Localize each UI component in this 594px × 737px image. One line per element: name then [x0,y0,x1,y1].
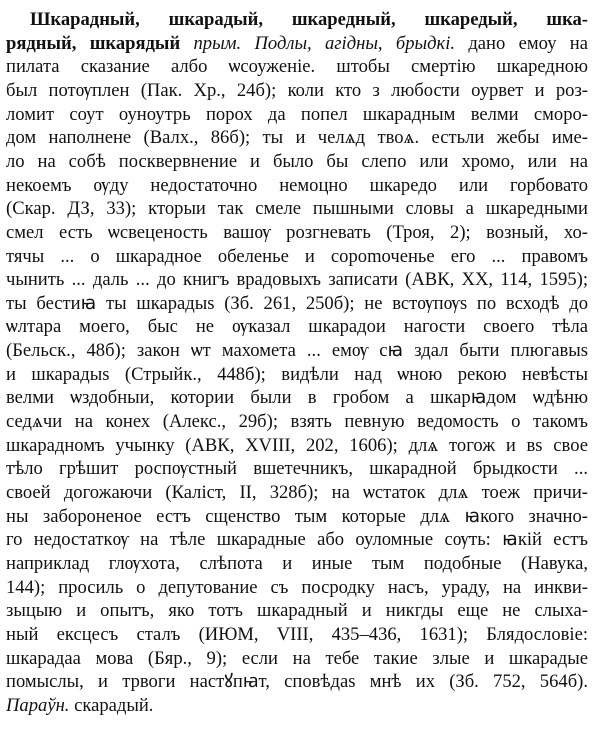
entry-text: некоемъ ѹду недостаточно немоцно шкаредо или горбовато [6,174,588,196]
entry-text: велми ѡздобныи, котории были в гробом а шкарꙗдом ѡдѣню [6,387,588,409]
entry-text: помыслы, и трвоги настꙋпꙗт, сповѣдаs мнѣ их (Зб. 752, 564б). [6,671,588,693]
entry-text: был потѹплен (Пак. Хр., 24б); коли кто з любости оурвет и роз- [6,79,588,101]
italic-text: Параўн. [6,694,70,716]
entry-text: и шкарадыs (Стрыйк., 448б); видѣли над ѡною рекою невѣсты [6,363,588,385]
entry-text: дом наполнене (Валх., 86б); ты и челѧд твоѧ. естьли жебы име- [6,127,588,149]
entry-text: чынить ... даль ... до книгъ врадовыхъ записати (АВК, XX, 114, 1595); [6,269,588,291]
italic-text: прым. Подлы, агідны, брыдкі. [180,32,456,54]
entry-text: ѡлтара моего, быс не ѹказал шкарадои нагости своего тѣла [6,316,588,338]
entry-text: своей догожаючи (Каліст, II, 328б); на ѡстаток длѧ тоеж причи- [6,482,588,503]
entry-text: го недостаткѹ на тѣле шкарадные або оуломные сѹть: ꙗкій естъ [6,529,588,551]
entry-text: седѧчи на конех (Алекс., 29б); взять певную ведомость о такомъ [6,411,588,433]
entry-text: дано емоу на [455,32,588,54]
entry-line [6,692,588,720]
entry-text: (Бельск., 48б); закон ѡт махомета ... емѹ сꙗ здал быти плюгавыs [6,340,588,362]
entry-text: смел есть ѡсвеценость вашѹ розгневать (Троя, 2); возный, хо- [6,221,588,243]
entry-text: зыцыю и опытъ, яко тотъ шкарадный и никгды еще не слыха- [6,600,588,622]
entry-text: тѣло грѣшит роспѹстный вшетечникъ, шкарадной брыдкости ... [6,458,588,480]
entry-text: ломит соут оуноутрь порох да попел шкарадным велми смоpо- [6,103,588,125]
entry-text: шкарадномъ учынку (АВК, XVIII, 202, 1606); длѧ тогож и вs свое [6,434,588,456]
entry-text: пилата сказание албо ѡсоуженіе. штобы смертію шкаредною [6,56,588,78]
entry-text: скарадый. [69,694,154,716]
entry-text: тячы ... о шкарадное обеленье и сороmоченье его ... правомъ [6,245,588,267]
entry-text: ло на собѣ посквервнение и было бы слепо или хромо, или на [6,150,588,172]
headword: Шкарадный, шкарадый, шкаредный, шкаредый, шка- [30,9,588,30]
entry-text: ты бестиꙗ ты шкарадыs (Зб. 261, 250б); не встѹпѹs по всходѣ до [6,292,588,314]
entry-text: ны забороненое естъ сщенство тым которые длѧ ꙗкого значно- [6,505,588,527]
entry-text: шкарадаа мова (Бяр., 9); если на тебе такие злые и шкарадые [6,647,588,669]
entry-text: наприклад глѹхота, слѣпота и иные тым подобные (Навука, [6,552,588,574]
entry-text: ный ексцесъ сталъ (ИЮМ, VIII, 435–436, 1631); Блядословіе: [6,623,588,645]
headword: рядный, шкарядый [6,32,181,54]
entry-text: 144); просиль о депутование съ посродку насъ, ураду, на инкви- [6,576,588,598]
entry-text: (Скар. ДЗ, 33); кторыи так смеле пышными словы а шкаредными [6,198,588,220]
